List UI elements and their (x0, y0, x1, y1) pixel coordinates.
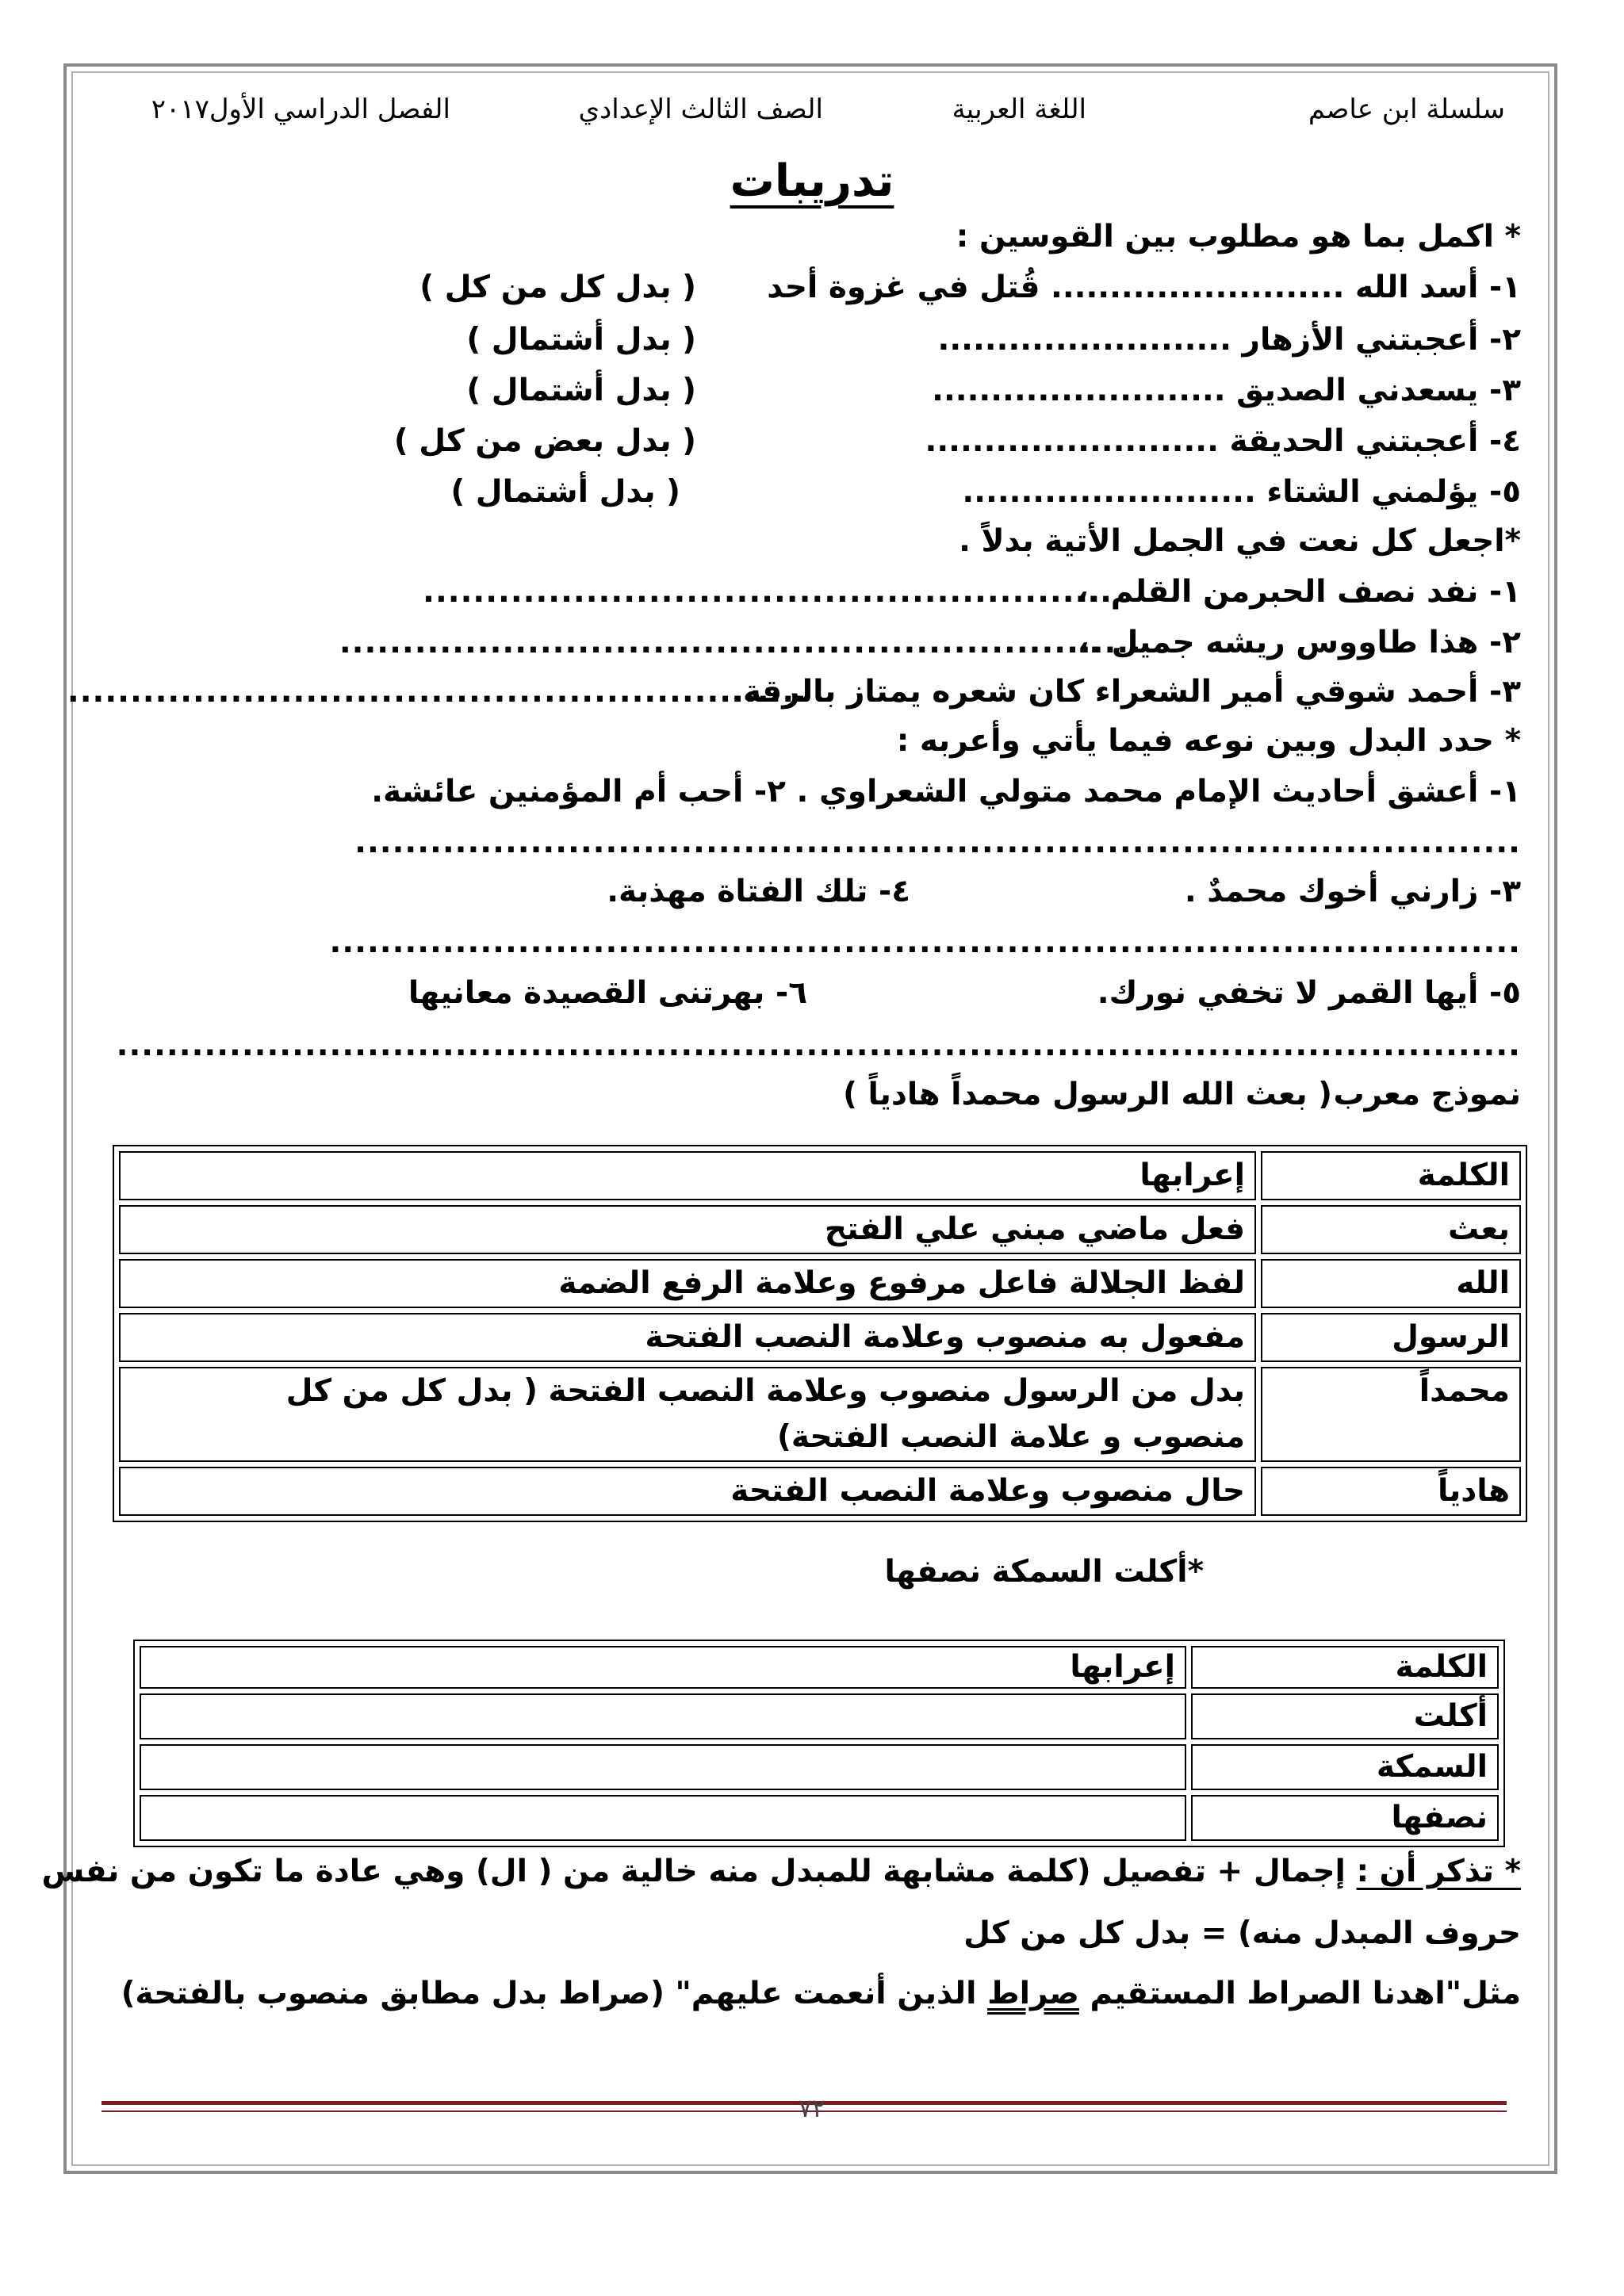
ex2-answer-3: ........................................................... (67, 674, 807, 710)
ex3-answer-2: ............................................................................................... (329, 924, 1521, 960)
ex1-hint-4: ( بدل بعض من كل ) (393, 423, 696, 459)
note-example-highlight: صراط (987, 1976, 1079, 2011)
table-row (119, 1205, 1521, 1254)
note-example-end: الذين أنعمت عليهم" (صراط بدل مطابق منصوب بالفتحة) (121, 1976, 988, 2011)
ex1-item-1: ١- أسد الله ......................... قُتل في غزوة أحد (767, 270, 1521, 305)
page-title: تدريبات (730, 155, 894, 207)
table-header-row (119, 1151, 1521, 1200)
ex1-instruction: * اكمل بما هو مطلوب بين القوسين : (956, 219, 1521, 254)
ex1-item-5: ٥- يؤلمني الشتاء ......................... (962, 474, 1521, 510)
model-label: نموذج معرب (1333, 1077, 1521, 1112)
ex2-instruction: *اجعل كل نعت في الجمل الأتية بدلاً . (959, 523, 1521, 559)
word-cell: هادياً (1261, 1467, 1521, 1516)
parse-cell-blank (140, 1795, 1186, 1841)
ex3-row-1: ١- أعشق أحاديث الإمام محمد متولي الشعراوي . ٢- أحب أم المؤمنين عائشة. (371, 774, 1521, 809)
table-row (119, 1259, 1521, 1308)
note-example-start: مثل"اهدنا الصراط المستقيم (1078, 1976, 1521, 2011)
table-row (140, 1744, 1499, 1790)
table-row (140, 1693, 1499, 1739)
ex1-item-4: ٤- أعجبتني الحديقة ......................... (925, 423, 1521, 459)
parse-cell: مفعول به منصوب وعلامة النصب الفتحة (119, 1313, 1256, 1362)
word-cell: أكلت (1191, 1693, 1499, 1739)
note-line-3 (121, 1976, 1521, 2011)
header-term: الفصل الدراسي الأول٢٠١٧ (151, 94, 450, 125)
ex1-hint-1: ( بدل كل من كل ) (419, 270, 696, 305)
ex2-answer-1: ....................................................... (423, 574, 1113, 610)
col-word-header: الكلمة (1261, 1151, 1521, 1200)
col-word-header: الكلمة (1191, 1646, 1499, 1689)
ex1-item-3: ٣- يسعدني الصديق ......................... (932, 373, 1521, 408)
model-parse-table (113, 1145, 1527, 1522)
table-row (119, 1313, 1521, 1362)
word-cell: بعث (1261, 1205, 1521, 1254)
page-number: ٧٢ (798, 2093, 826, 2123)
ex1-hint-5: ( بدل أشتمال ) (450, 474, 680, 510)
parse-cell: بدل من الرسول منصوب وعلامة النصب الفتحة ( بدل كل من كل منصوب و علامة النصب الفتحة) (119, 1367, 1256, 1462)
table-header-row (140, 1646, 1499, 1689)
ex1-item-2: ٢- أعجبتني الأزهار ......................... (937, 322, 1521, 358)
parse-cell: حال منصوب وعلامة النصب الفتحة (119, 1467, 1256, 1516)
note-line-1 (42, 1854, 1522, 1889)
ex2-item-1: ١- نفد نصف الحبرمن القلم .، (1076, 574, 1521, 610)
ex3-item-5: ٥- أيها القمر لا تخفي نورك. (1097, 975, 1521, 1011)
model-sentence: ( بعث الله الرسول محمداً هادياً ) (843, 1077, 1332, 1112)
ex3-item-3: ٣- زارني أخوك محمدٌ . (1184, 874, 1521, 909)
ex3-item-6: ٦- بهرتنى القصيدة معانيها (408, 975, 807, 1011)
col-parse-header: إعرابها (119, 1151, 1256, 1200)
word-cell: الله (1261, 1259, 1521, 1308)
note-text-1: إجمال + تفصيل (كلمة مشابهة للمبدل منه خالية من ( ال) وهي عادة ما تكون من نفس (41, 1854, 1357, 1889)
header-subject: اللغة العربية (952, 94, 1086, 125)
parse-cell-blank (140, 1693, 1186, 1739)
ex3-answer-1: ............................................................................................. (354, 825, 1521, 860)
col-parse-header: إعرابها (140, 1646, 1186, 1689)
table-row (119, 1367, 1521, 1462)
ex4-parse-table (133, 1640, 1505, 1847)
ex1-hint-3: ( بدل أشتمال ) (466, 373, 696, 408)
word-cell: السمكة (1191, 1744, 1499, 1790)
ex2-item-3: ٣- أحمد شوقي أمير الشعراء كان شعره يمتاز بالرقة. (731, 674, 1521, 710)
ex1-hint-2: ( بدل أشتمال ) (466, 322, 696, 358)
note-label: * تذكر أن : (1356, 1854, 1521, 1889)
ex2-answer-2: ................................................................ (339, 625, 1142, 660)
table-row (119, 1467, 1521, 1516)
ex2-item-2: ٢- هذا طاووس ريشه جميل .، (1077, 625, 1521, 660)
parse-cell: فعل ماضي مبني علي الفتح (119, 1205, 1256, 1254)
ex3-item-4: ٤- تلك الفتاة مهذبة. (607, 874, 910, 909)
ex3-instruction: * حدد البدل وبين نوعه فيما يأتي وأعربه : (896, 723, 1521, 759)
word-cell: الرسول (1261, 1313, 1521, 1362)
table-row (140, 1795, 1499, 1841)
header-grade: الصف الثالث الإعدادي (578, 94, 823, 125)
ex3-answer-3: ................................................................................................................ (116, 1027, 1521, 1063)
parse-cell: لفظ الجلالة فاعل مرفوع وعلامة الرفع الضمة (119, 1259, 1256, 1308)
note-line-2: حروف المبدل منه) = بدل كل من كل (963, 1915, 1521, 1951)
word-cell: نصفها (1191, 1795, 1499, 1841)
parse-cell-blank (140, 1744, 1186, 1790)
word-cell: محمداً (1261, 1367, 1521, 1462)
header-series: سلسلة ابن عاصم (1308, 94, 1505, 125)
ex4-sentence: *أكلت السمكة نصفها (884, 1554, 1204, 1590)
